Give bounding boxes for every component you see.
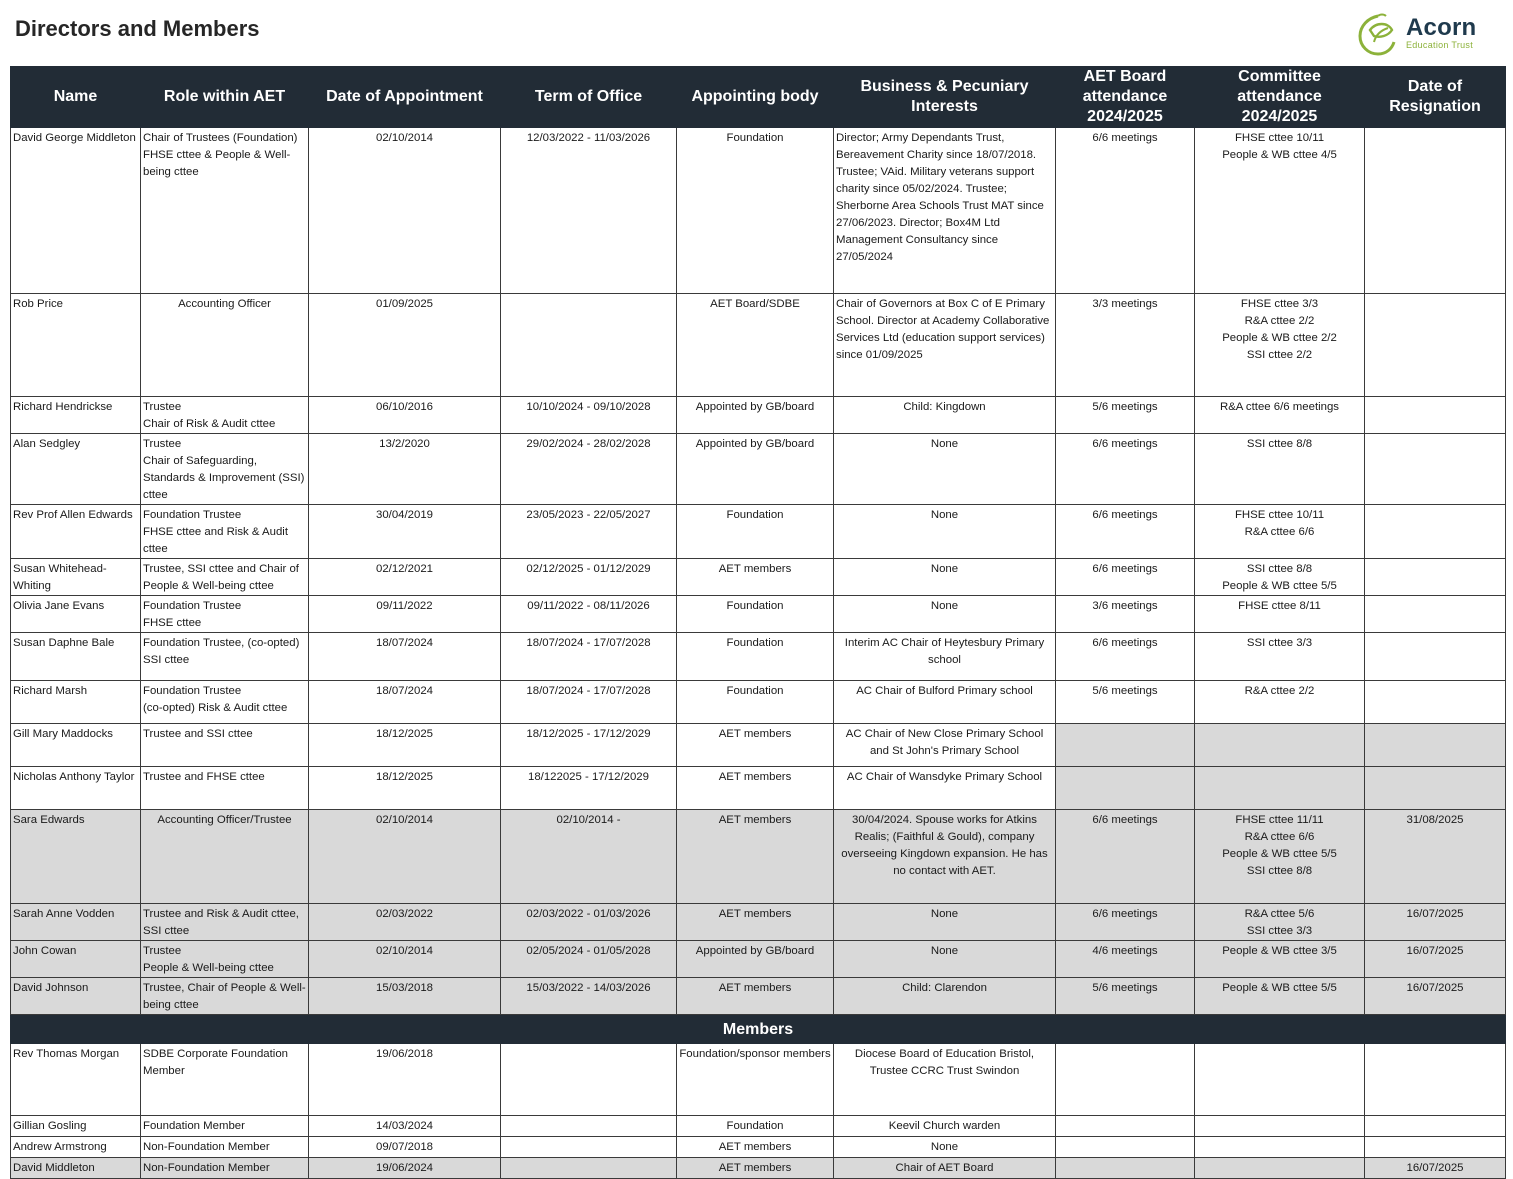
committee-attendance-cell	[1195, 978, 1365, 1015]
term-cell: 15/03/2022 - 14/03/2026	[501, 978, 677, 1015]
term-cell: 10/10/2024 - 09/10/2028	[501, 397, 677, 434]
appointing-body-cell: Foundation	[677, 633, 834, 681]
resignation-cell: 16/07/2025	[1365, 941, 1506, 978]
appointment-date-cell: 13/2/2020	[309, 434, 501, 505]
appointment-date-cell: 09/11/2022	[309, 596, 501, 633]
directors-members-table	[10, 66, 1506, 1179]
committee-line: People & WB cttee 5/5	[1222, 580, 1337, 592]
board-attendance-cell	[1056, 1137, 1195, 1158]
committee-attendance-cell	[1195, 294, 1365, 397]
committee-attendance-cell	[1195, 1158, 1365, 1179]
term-cell	[501, 1137, 677, 1158]
role-cell: Non-Foundation Member	[141, 1137, 309, 1158]
term-cell: 29/02/2024 - 28/02/2028	[501, 434, 677, 505]
board-attendance-cell	[1056, 767, 1195, 810]
interests-cell: Chair of Governors at Box C of E Primary School. Director at Academy Collaborative Services Ltd (education support services) since 01/09/2025	[834, 294, 1056, 397]
committee-line: People & WB cttee 4/5	[1222, 149, 1337, 161]
interests-cell: Diocese Board of Education Bristol, Trustee CCRC Trust Swindon	[834, 1044, 1056, 1116]
table-row	[11, 810, 1506, 904]
interests-cell: Chair of AET Board	[834, 1158, 1056, 1179]
resignation-cell: 16/07/2025	[1365, 978, 1506, 1015]
appointment-date-cell: 18/07/2024	[309, 681, 501, 724]
role-cell: Trustee and FHSE cttee	[141, 767, 309, 810]
board-attendance-cell	[1056, 724, 1195, 767]
committee-attendance-cell	[1195, 633, 1365, 681]
committee-line: People & WB cttee 5/5	[1222, 848, 1337, 860]
column-header: Term of Office	[501, 67, 677, 128]
interests-cell: Child: Clarendon	[834, 978, 1056, 1015]
column-header: AET Board attendance 2024/2025	[1056, 67, 1195, 128]
interests-cell: None	[834, 941, 1056, 978]
column-header: Name	[11, 67, 141, 128]
committee-line: People & WB cttee 5/5	[1222, 982, 1337, 994]
role-cell: Trustee, Chair of People & Well-being cttee	[141, 978, 309, 1015]
term-cell	[501, 1158, 677, 1179]
role-cell	[141, 434, 309, 505]
term-cell: 02/05/2024 - 01/05/2028	[501, 941, 677, 978]
appointing-body-cell: Foundation	[677, 128, 834, 294]
term-cell: 18/12/2025 - 17/12/2029	[501, 724, 677, 767]
name-cell: Rev Thomas Morgan	[11, 1044, 141, 1116]
committee-attendance-cell	[1195, 1044, 1365, 1116]
committee-line: SSI cttee 2/2	[1246, 349, 1313, 361]
resignation-cell	[1365, 681, 1506, 724]
appointment-date-cell: 19/06/2024	[309, 1158, 501, 1179]
committee-attendance-cell	[1195, 505, 1365, 559]
committee-line: R&A cttee 5/6	[1244, 908, 1315, 920]
resignation-cell	[1365, 1044, 1506, 1116]
name-cell: Nicholas Anthony Taylor	[11, 767, 141, 810]
resignation-cell: 16/07/2025	[1365, 904, 1506, 941]
board-attendance-cell: 5/6 meetings	[1056, 681, 1195, 724]
appointing-body-cell: AET members	[677, 978, 834, 1015]
committee-line: FHSE cttee 8/11	[1238, 600, 1321, 612]
committee-attendance-cell	[1195, 559, 1365, 596]
logo-subtitle: Education Trust	[1406, 40, 1474, 50]
appointing-body-cell: Foundation	[677, 596, 834, 633]
appointment-date-cell: 18/12/2025	[309, 767, 501, 810]
name-cell: David George Middleton	[11, 128, 141, 294]
board-attendance-cell: 6/6 meetings	[1056, 810, 1195, 904]
committee-line: R&A cttee 2/2	[1244, 685, 1315, 697]
name-cell: Rob Price	[11, 294, 141, 397]
role-cell: Non-Foundation Member	[141, 1158, 309, 1179]
appointment-date-cell: 18/12/2025	[309, 724, 501, 767]
name-cell: David Middleton	[11, 1158, 141, 1179]
board-attendance-cell: 6/6 meetings	[1056, 633, 1195, 681]
name-cell: John Cowan	[11, 941, 141, 978]
role-cell	[141, 681, 309, 724]
name-cell: Gill Mary Maddocks	[11, 724, 141, 767]
board-attendance-cell	[1056, 1044, 1195, 1116]
role-line: Trustee	[143, 401, 182, 413]
board-attendance-cell: 6/6 meetings	[1056, 904, 1195, 941]
members-heading: Members	[11, 1015, 1506, 1044]
interests-cell: None	[834, 596, 1056, 633]
name-cell: Sara Edwards	[11, 810, 141, 904]
role-line: Chair of Risk & Audit cttee	[143, 418, 276, 430]
role-cell	[141, 941, 309, 978]
role-line: FHSE cttee	[143, 617, 202, 629]
committee-line: SSI cttee 8/8	[1246, 438, 1313, 450]
interests-cell: None	[834, 1137, 1056, 1158]
appointment-date-cell: 14/03/2024	[309, 1116, 501, 1137]
interests-cell: None	[834, 505, 1056, 559]
term-cell: 18/122025 - 17/12/2029	[501, 767, 677, 810]
resignation-cell	[1365, 767, 1506, 810]
table-row	[11, 128, 1506, 294]
role-line: People & Well-being cttee	[143, 962, 274, 974]
committee-line: People & WB cttee 3/5	[1222, 945, 1337, 957]
appointing-body-cell: Appointed by GB/board	[677, 397, 834, 434]
committee-attendance-cell	[1195, 128, 1365, 294]
appointing-body-cell: Appointed by GB/board	[677, 941, 834, 978]
interests-cell: Keevil Church warden	[834, 1116, 1056, 1137]
name-cell: Richard Hendrickse	[11, 397, 141, 434]
appointing-body-cell: Foundation	[677, 505, 834, 559]
term-cell	[501, 294, 677, 397]
name-cell: Andrew Armstrong	[11, 1137, 141, 1158]
table-row	[11, 767, 1506, 810]
role-cell	[141, 505, 309, 559]
table-row	[11, 434, 1506, 505]
appointment-date-cell: 02/03/2022	[309, 904, 501, 941]
role-line: FHSE cttee and Risk & Audit cttee	[143, 526, 288, 555]
interests-cell: None	[834, 559, 1056, 596]
committee-line: SSI cttee 3/3	[1246, 637, 1313, 649]
role-cell: SDBE Corporate Foundation Member	[141, 1044, 309, 1116]
committee-attendance-cell	[1195, 724, 1365, 767]
committee-attendance-cell	[1195, 1116, 1365, 1137]
role-cell	[141, 596, 309, 633]
resignation-cell	[1365, 128, 1506, 294]
column-header: Business & Pecuniary Interests	[834, 67, 1056, 128]
table-row	[11, 559, 1506, 596]
board-attendance-cell: 6/6 meetings	[1056, 434, 1195, 505]
committee-attendance-cell	[1195, 904, 1365, 941]
resignation-cell	[1365, 596, 1506, 633]
interests-cell: Child: Kingdown	[834, 397, 1056, 434]
term-cell: 09/11/2022 - 08/11/2026	[501, 596, 677, 633]
name-cell: Olivia Jane Evans	[11, 596, 141, 633]
appointing-body-cell: AET members	[677, 1137, 834, 1158]
board-attendance-cell: 3/3 meetings	[1056, 294, 1195, 397]
board-attendance-cell: 6/6 meetings	[1056, 128, 1195, 294]
board-attendance-cell: 3/6 meetings	[1056, 596, 1195, 633]
interests-cell: AC Chair of Bulford Primary school	[834, 681, 1056, 724]
role-line: Chair of Safeguarding, Standards & Improvement (SSI) cttee	[143, 455, 305, 501]
table-row	[11, 1044, 1506, 1116]
name-cell: Susan Whitehead-Whiting	[11, 559, 141, 596]
role-line: Foundation Trustee	[143, 685, 242, 697]
resignation-cell: 16/07/2025	[1365, 1158, 1506, 1179]
table-row	[11, 1137, 1506, 1158]
term-cell: 02/10/2014 -	[501, 810, 677, 904]
appointing-body-cell: Foundation/sponsor members	[677, 1044, 834, 1116]
appointing-body-cell: AET Board/SDBE	[677, 294, 834, 397]
committee-attendance-cell	[1195, 596, 1365, 633]
name-cell: David Johnson	[11, 978, 141, 1015]
table-row	[11, 941, 1506, 978]
role-line: Trustee	[143, 438, 182, 450]
resignation-cell	[1365, 434, 1506, 505]
appointing-body-cell: Foundation	[677, 1116, 834, 1137]
appointment-date-cell: 01/09/2025	[309, 294, 501, 397]
committee-line: FHSE cttee 10/11	[1234, 509, 1325, 521]
role-cell: Chair of Trustees (Foundation) FHSE cttee & People & Well-being cttee	[141, 128, 309, 294]
role-cell	[141, 397, 309, 434]
term-cell	[501, 1116, 677, 1137]
table-row	[11, 1116, 1506, 1137]
role-cell: Accounting Officer/Trustee	[141, 810, 309, 904]
term-cell: 12/03/2022 - 11/03/2026	[501, 128, 677, 294]
appointment-date-cell: 02/10/2014	[309, 941, 501, 978]
appointing-body-cell: AET members	[677, 810, 834, 904]
interests-cell: AC Chair of Wansdyke Primary School	[834, 767, 1056, 810]
committee-line: SSI cttee 3/3	[1246, 925, 1313, 937]
committee-attendance-cell	[1195, 397, 1365, 434]
board-attendance-cell: 5/6 meetings	[1056, 397, 1195, 434]
appointment-date-cell: 02/10/2014	[309, 810, 501, 904]
committee-line: FHSE cttee 10/11	[1234, 132, 1325, 144]
committee-line: People & WB cttee 2/2	[1222, 332, 1337, 344]
term-cell: 18/07/2024 - 17/07/2028	[501, 633, 677, 681]
resignation-cell	[1365, 559, 1506, 596]
page-title: Directors and Members	[15, 16, 260, 41]
committee-line: SSI cttee 8/8	[1246, 865, 1313, 877]
interests-cell: None	[834, 904, 1056, 941]
interests-cell: AC Chair of New Close Primary School and St John's Primary School	[834, 724, 1056, 767]
committee-attendance-cell	[1195, 434, 1365, 505]
term-cell: 02/03/2022 - 01/03/2026	[501, 904, 677, 941]
table-row	[11, 978, 1506, 1015]
term-cell	[501, 1044, 677, 1116]
table-row	[11, 681, 1506, 724]
appointment-date-cell: 19/06/2018	[309, 1044, 501, 1116]
interests-cell: Interim AC Chair of Heytesbury Primary school	[834, 633, 1056, 681]
committee-attendance-cell	[1195, 810, 1365, 904]
resignation-cell	[1365, 1116, 1506, 1137]
appointment-date-cell: 30/04/2019	[309, 505, 501, 559]
resignation-cell	[1365, 633, 1506, 681]
term-cell: 02/12/2025 - 01/12/2029	[501, 559, 677, 596]
committee-attendance-cell	[1195, 767, 1365, 810]
resignation-cell	[1365, 397, 1506, 434]
committee-line: SSI cttee 8/8	[1246, 563, 1313, 575]
name-cell: Richard Marsh	[11, 681, 141, 724]
appointment-date-cell: 09/07/2018	[309, 1137, 501, 1158]
name-cell: Alan Sedgley	[11, 434, 141, 505]
appointment-date-cell: 18/07/2024	[309, 633, 501, 681]
appointing-body-cell: AET members	[677, 767, 834, 810]
role-cell: Trustee and SSI cttee	[141, 724, 309, 767]
column-header: Date of Resignation	[1365, 67, 1506, 128]
column-header: Role within AET	[141, 67, 309, 128]
interests-cell: 30/04/2024. Spouse works for Atkins Realis; (Faithful & Gould), company overseeing Kingdown expansion. He has no contact with AET.	[834, 810, 1056, 904]
name-cell: Rev Prof Allen Edwards	[11, 505, 141, 559]
column-header: Date of Appointment	[309, 67, 501, 128]
name-cell: Gillian Gosling	[11, 1116, 141, 1137]
term-cell: 18/07/2024 - 17/07/2028	[501, 681, 677, 724]
interests-cell: None	[834, 434, 1056, 505]
committee-line: R&A cttee 6/6 meetings	[1219, 401, 1340, 413]
table-row	[11, 904, 1506, 941]
committee-line: FHSE cttee 3/3	[1240, 298, 1319, 310]
role-cell: Trustee and Risk & Audit cttee, SSI cttee	[141, 904, 309, 941]
board-attendance-cell: 6/6 meetings	[1056, 505, 1195, 559]
table-row	[11, 1158, 1506, 1179]
term-cell: 23/05/2023 - 22/05/2027	[501, 505, 677, 559]
header-row	[11, 67, 1506, 128]
interests-cell: Director; Army Dependants Trust, Bereavement Charity since 18/07/2018. Trustee; VAid. Military veterans support charity since 05/02/2024. Trustee; Sherborne Area Schools Trust MAT since 27/06/2023. Director; Box4M Ltd Management Consultancy since 27/05/2024	[834, 128, 1056, 294]
role-line: Foundation Trustee	[143, 600, 242, 612]
role-cell: Foundation Member	[141, 1116, 309, 1137]
table-row	[11, 633, 1506, 681]
resignation-cell	[1365, 505, 1506, 559]
board-attendance-cell: 6/6 meetings	[1056, 559, 1195, 596]
resignation-cell	[1365, 1137, 1506, 1158]
board-attendance-cell: 5/6 meetings	[1056, 978, 1195, 1015]
committee-line: FHSE cttee 11/11	[1235, 814, 1324, 826]
committee-line: R&A cttee 6/6	[1244, 526, 1315, 538]
appointing-body-cell: Foundation	[677, 681, 834, 724]
logo-word: Acorn	[1406, 14, 1477, 41]
appointment-date-cell: 06/10/2016	[309, 397, 501, 434]
name-cell: Susan Daphne Bale	[11, 633, 141, 681]
appointing-body-cell: AET members	[677, 1158, 834, 1179]
committee-attendance-cell	[1195, 1137, 1365, 1158]
members-section-header	[11, 1015, 1506, 1044]
resignation-cell	[1365, 724, 1506, 767]
appointing-body-cell: AET members	[677, 559, 834, 596]
appointment-date-cell: 02/12/2021	[309, 559, 501, 596]
column-header: Appointing body	[677, 67, 834, 128]
table-row	[11, 505, 1506, 559]
committee-line: R&A cttee 6/6	[1244, 831, 1315, 843]
appointing-body-cell: Appointed by GB/board	[677, 434, 834, 505]
role-line: (co-opted) Risk & Audit cttee	[143, 702, 288, 714]
committee-attendance-cell	[1195, 941, 1365, 978]
appointment-date-cell: 15/03/2018	[309, 978, 501, 1015]
role-cell: Trustee, SSI cttee and Chair of People & Well-being cttee	[141, 559, 309, 596]
committee-line: R&A cttee 2/2	[1244, 315, 1315, 327]
board-attendance-cell	[1056, 1158, 1195, 1179]
board-attendance-cell: 4/6 meetings	[1056, 941, 1195, 978]
table-row	[11, 294, 1506, 397]
role-cell: Foundation Trustee, (co-opted) SSI cttee	[141, 633, 309, 681]
acorn-logo	[1354, 12, 1494, 58]
role-line: Trustee	[143, 945, 182, 957]
appointing-body-cell: AET members	[677, 724, 834, 767]
table-row	[11, 596, 1506, 633]
column-header: Committee attendance 2024/2025	[1195, 67, 1365, 128]
acorn-leaf-icon	[1354, 12, 1402, 58]
board-attendance-cell	[1056, 1116, 1195, 1137]
resignation-cell: 31/08/2025	[1365, 810, 1506, 904]
role-cell: Accounting Officer	[141, 294, 309, 397]
name-cell: Sarah Anne Vodden	[11, 904, 141, 941]
committee-attendance-cell	[1195, 681, 1365, 724]
appointment-date-cell: 02/10/2014	[309, 128, 501, 294]
table-row	[11, 397, 1506, 434]
resignation-cell	[1365, 294, 1506, 397]
appointing-body-cell: AET members	[677, 904, 834, 941]
table-row	[11, 724, 1506, 767]
role-line: Foundation Trustee	[143, 509, 242, 521]
